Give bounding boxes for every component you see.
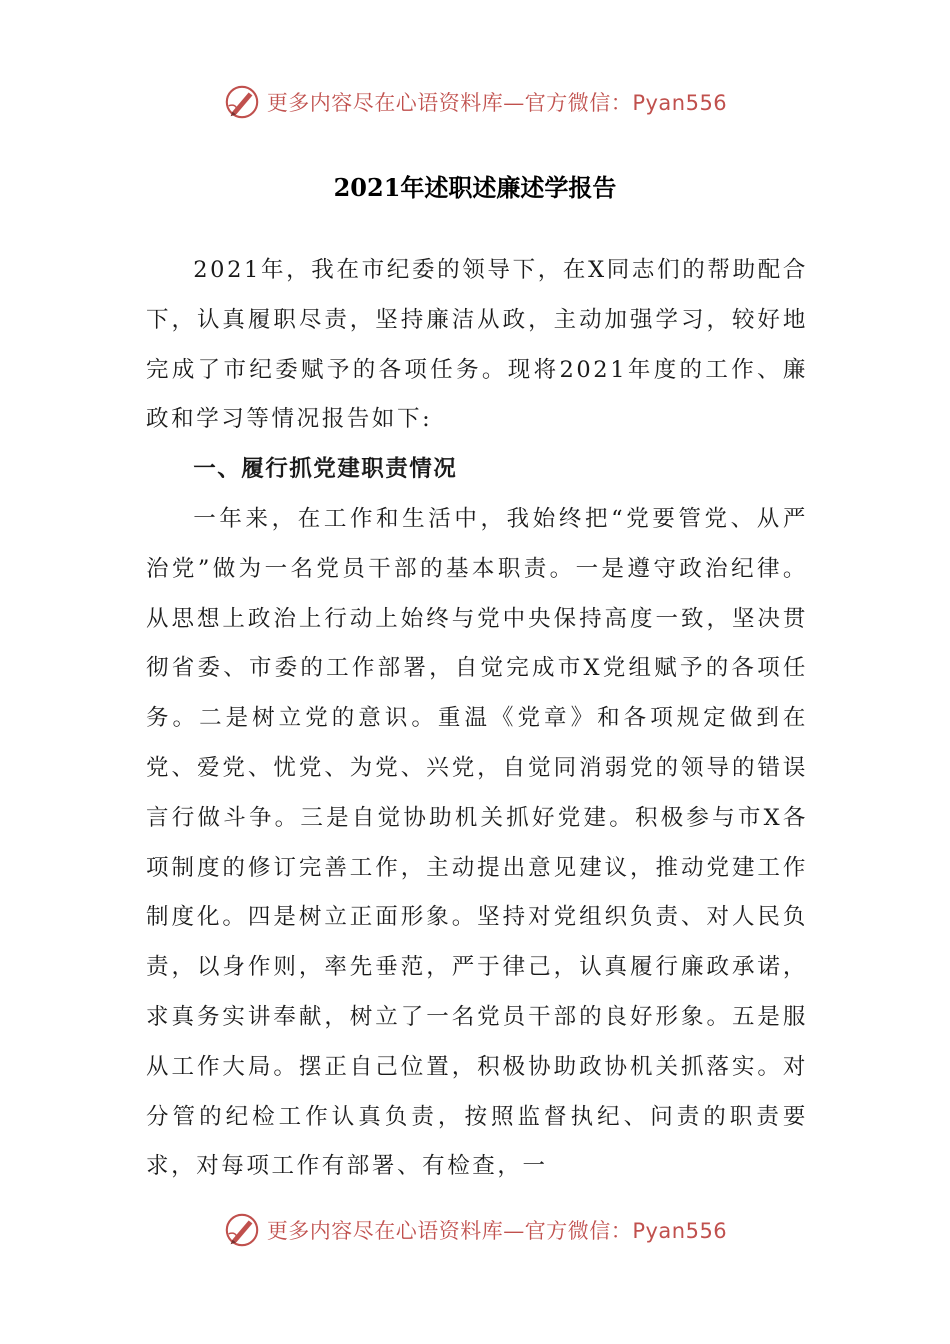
pen-circle-icon [223,83,261,121]
watermark-text: 更多内容尽在心语资料库—官方微信：Pyan556 [266,91,728,115]
document-title: 2021年述职述廉述学报告 [333,173,617,202]
pen-circle-icon [223,1211,261,1249]
footer-watermark [0,1208,950,1252]
document-body [146,246,808,1192]
section-1-paragraph: 一年来，在工作和生活中，我始终把“党要管党、从严治党”做为一名党员干部的基本职责。一是遵守政治纪律。从思想上政治上行动上始终与党中央保持高度一致，坚决贯彻省委、市委的工作部署，自觉完成市X党组赋予的各项任务。二是树立党的意识。重温《党章》和各项规定做到在党、爱党、忧党、为党、兴党，自觉同消弱党的领导的错误言行做斗争。三是自觉协助机关抓好党建。积极参与市X各项制度的修订完善工作，主动提出意见建议，推动党建工作制度化。四是树立正面形象。坚持对党组织负责、对人民负责，以身作则，率先垂范，严于律己，认真履行廉政承诺，求真务实讲奉献，树立了一名党员干部的良好形象。五是服从工作大局。摆正自己位置，积极协助政协机关抓落实。对分管的纪检工作认真负责，按照监督执纪、问责的职责要求，对每项工作有部署、有检查，一 [146,505,808,1180]
section-heading-1: 一、履行抓党建职责情况 [193,456,458,483]
header-watermark [0,80,950,124]
watermark-text: 更多内容尽在心语资料库—官方微信：Pyan556 [266,1219,728,1243]
intro-paragraph: 2021年，我在市纪委的领导下，在X同志们的帮助配合下，认真履职尽责，坚持廉洁从政，主动加强学习，较好地完成了市纪委赋予的各项任务。现将2021年度的工作、廉政和学习等情况报告如下: [146,257,808,433]
